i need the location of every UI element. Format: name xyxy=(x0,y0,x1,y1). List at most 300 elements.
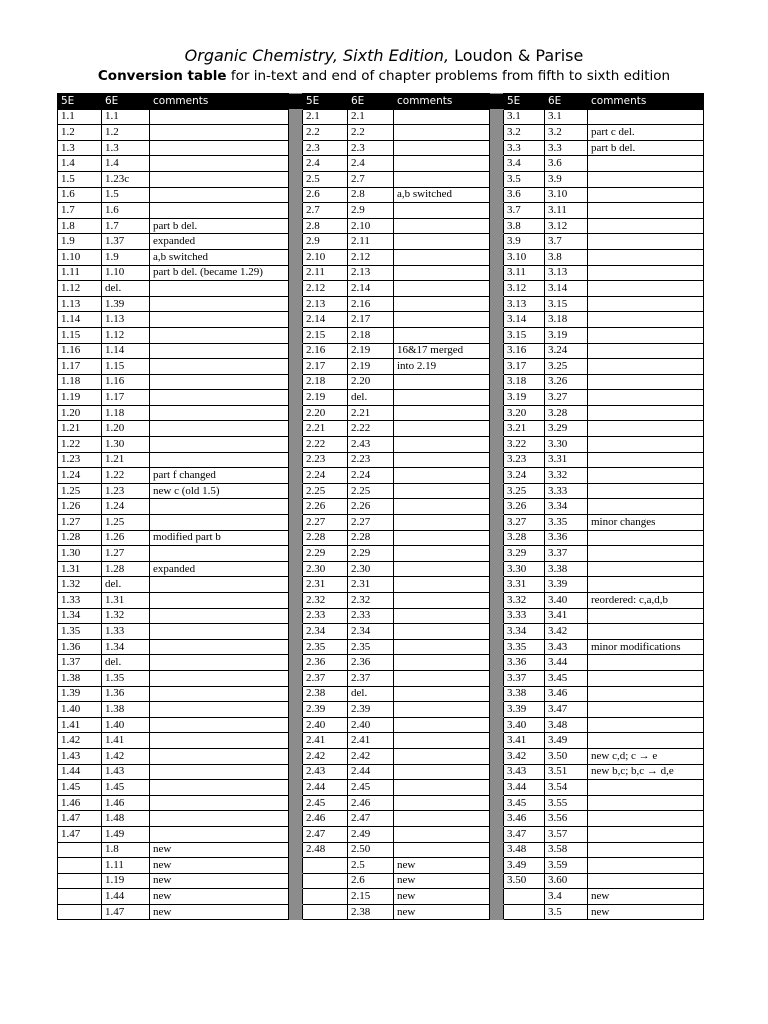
table-row xyxy=(58,811,704,827)
fifth-edition-cell: 3.1 xyxy=(504,109,545,125)
table-row xyxy=(58,670,704,686)
sixth-edition-cell: 2.34 xyxy=(348,624,394,640)
fifth-edition-cell: 2.33 xyxy=(303,608,348,624)
fifth-edition-cell: 1.21 xyxy=(58,421,102,437)
fifth-edition-cell: 3.44 xyxy=(504,780,545,796)
comment-cell: a,b switched xyxy=(394,187,490,203)
fifth-edition-cell xyxy=(303,873,348,889)
column-separator xyxy=(289,515,303,531)
fifth-edition-cell: 3.49 xyxy=(504,858,545,874)
sixth-edition-cell: 2.24 xyxy=(348,468,394,484)
fifth-edition-cell: 3.36 xyxy=(504,655,545,671)
fifth-edition-cell: 1.11 xyxy=(58,265,102,281)
fifth-edition-cell: 2.23 xyxy=(303,452,348,468)
sixth-edition-cell: 2.15 xyxy=(348,889,394,905)
column-separator xyxy=(490,499,504,515)
comment-cell xyxy=(588,327,704,343)
column-separator xyxy=(490,748,504,764)
column-separator xyxy=(289,702,303,718)
column-separator xyxy=(490,639,504,655)
fifth-edition-cell: 3.37 xyxy=(504,670,545,686)
sixth-edition-cell: 2.49 xyxy=(348,826,394,842)
sixth-edition-cell: 2.45 xyxy=(348,780,394,796)
comment-cell xyxy=(150,593,289,609)
sixth-edition-cell: 2.35 xyxy=(348,639,394,655)
fifth-edition-cell xyxy=(504,904,545,920)
table-row xyxy=(58,608,704,624)
fifth-edition-cell: 2.26 xyxy=(303,499,348,515)
comment-cell xyxy=(588,686,704,702)
fifth-edition-cell: 3.48 xyxy=(504,842,545,858)
table-row xyxy=(58,826,704,842)
fifth-edition-cell: 2.30 xyxy=(303,561,348,577)
column-separator xyxy=(289,577,303,593)
comment-cell xyxy=(588,795,704,811)
fifth-edition-cell: 3.9 xyxy=(504,234,545,250)
comment-cell xyxy=(394,639,490,655)
fifth-edition-cell: 1.6 xyxy=(58,187,102,203)
comment-cell xyxy=(394,686,490,702)
column-separator xyxy=(289,748,303,764)
sixth-edition-cell: 1.21 xyxy=(102,452,150,468)
sixth-edition-cell: 3.46 xyxy=(545,686,588,702)
fifth-edition-cell: 2.21 xyxy=(303,421,348,437)
title-rest: Loudon & Parise xyxy=(449,46,584,65)
fifth-edition-cell: 3.33 xyxy=(504,608,545,624)
column-separator xyxy=(289,249,303,265)
table-row xyxy=(58,452,704,468)
comment-cell xyxy=(394,156,490,172)
sixth-edition-cell: 3.9 xyxy=(545,171,588,187)
sixth-edition-cell: 3.13 xyxy=(545,265,588,281)
comment-cell xyxy=(588,234,704,250)
column-separator xyxy=(490,608,504,624)
fifth-edition-cell: 1.43 xyxy=(58,748,102,764)
fifth-edition-cell: 2.14 xyxy=(303,312,348,328)
comment-cell xyxy=(588,281,704,297)
table-row xyxy=(58,904,704,920)
fifth-edition-cell: 2.19 xyxy=(303,390,348,406)
column-separator xyxy=(490,421,504,437)
column-separator xyxy=(490,826,504,842)
comment-cell xyxy=(394,702,490,718)
comment-cell xyxy=(394,171,490,187)
comment-cell: new xyxy=(150,889,289,905)
column-separator xyxy=(490,546,504,562)
comment-cell xyxy=(588,577,704,593)
sixth-edition-cell: 3.37 xyxy=(545,546,588,562)
fifth-edition-cell: 1.27 xyxy=(58,515,102,531)
sixth-edition-cell: 3.3 xyxy=(545,140,588,156)
table-row xyxy=(58,343,704,359)
comment-cell xyxy=(394,281,490,297)
fifth-edition-cell: 1.20 xyxy=(58,405,102,421)
fifth-edition-cell: 2.39 xyxy=(303,702,348,718)
comment-cell xyxy=(394,826,490,842)
sixth-edition-cell: 3.56 xyxy=(545,811,588,827)
sixth-edition-cell: 2.43 xyxy=(348,437,394,453)
table-row xyxy=(58,171,704,187)
column-header: 5E xyxy=(58,94,102,110)
comment-cell: new xyxy=(150,873,289,889)
column-separator xyxy=(289,670,303,686)
table-row xyxy=(58,125,704,141)
column-separator xyxy=(490,374,504,390)
comment-cell xyxy=(150,826,289,842)
fifth-edition-cell: 1.40 xyxy=(58,702,102,718)
comment-cell: into 2.19 xyxy=(394,359,490,375)
fifth-edition-cell: 3.24 xyxy=(504,468,545,484)
fifth-edition-cell: 3.10 xyxy=(504,249,545,265)
column-separator xyxy=(289,421,303,437)
comment-cell xyxy=(150,780,289,796)
sixth-edition-cell: 3.43 xyxy=(545,639,588,655)
fifth-edition-cell: 1.19 xyxy=(58,390,102,406)
sixth-edition-cell: 2.2 xyxy=(348,125,394,141)
fifth-edition-cell: 3.7 xyxy=(504,203,545,219)
sixth-edition-cell: 2.32 xyxy=(348,593,394,609)
table-row xyxy=(58,686,704,702)
column-separator xyxy=(289,795,303,811)
comment-cell xyxy=(150,327,289,343)
comment-cell xyxy=(394,811,490,827)
comment-cell: minor changes xyxy=(588,515,704,531)
comment-cell xyxy=(588,468,704,484)
sixth-edition-cell: 2.19 xyxy=(348,359,394,375)
sixth-edition-cell: 3.25 xyxy=(545,359,588,375)
fifth-edition-cell: 1.47 xyxy=(58,811,102,827)
comment-cell xyxy=(588,156,704,172)
sixth-edition-cell: 3.40 xyxy=(545,593,588,609)
comment-cell xyxy=(394,748,490,764)
sixth-edition-cell: 1.45 xyxy=(102,780,150,796)
sixth-edition-cell: 3.27 xyxy=(545,390,588,406)
sixth-edition-cell: 1.22 xyxy=(102,468,150,484)
comment-cell xyxy=(588,437,704,453)
comment-cell xyxy=(394,499,490,515)
comment-cell: expanded xyxy=(150,561,289,577)
fifth-edition-cell: 3.43 xyxy=(504,764,545,780)
fifth-edition-cell: 3.34 xyxy=(504,624,545,640)
comment-cell xyxy=(150,608,289,624)
conversion-table xyxy=(57,93,704,920)
fifth-edition-cell: 1.44 xyxy=(58,764,102,780)
column-separator xyxy=(289,499,303,515)
column-separator xyxy=(289,717,303,733)
fifth-edition-cell: 3.35 xyxy=(504,639,545,655)
sixth-edition-cell: 1.25 xyxy=(102,515,150,531)
column-separator xyxy=(289,858,303,874)
table-row xyxy=(58,374,704,390)
sixth-edition-cell: 3.33 xyxy=(545,483,588,499)
comment-cell xyxy=(150,624,289,640)
sixth-edition-cell: del. xyxy=(348,390,394,406)
column-separator xyxy=(289,343,303,359)
fifth-edition-cell: 1.41 xyxy=(58,717,102,733)
fifth-edition-cell xyxy=(504,889,545,905)
sixth-edition-cell: 3.28 xyxy=(545,405,588,421)
fifth-edition-cell: 2.15 xyxy=(303,327,348,343)
fifth-edition-cell: 3.47 xyxy=(504,826,545,842)
comment-cell xyxy=(588,499,704,515)
column-separator xyxy=(490,234,504,250)
sixth-edition-cell: 2.6 xyxy=(348,873,394,889)
comment-cell xyxy=(394,655,490,671)
comment-cell: 16&17 merged xyxy=(394,343,490,359)
table-row xyxy=(58,702,704,718)
sixth-edition-cell: 3.48 xyxy=(545,717,588,733)
column-separator xyxy=(289,561,303,577)
sixth-edition-cell: 1.7 xyxy=(102,218,150,234)
fifth-edition-cell: 1.24 xyxy=(58,468,102,484)
fifth-edition-cell: 3.39 xyxy=(504,702,545,718)
column-separator xyxy=(289,390,303,406)
column-separator xyxy=(490,561,504,577)
sixth-edition-cell: 1.18 xyxy=(102,405,150,421)
comment-cell xyxy=(150,499,289,515)
comment-cell: new xyxy=(588,904,704,920)
fifth-edition-cell: 2.3 xyxy=(303,140,348,156)
sixth-edition-cell: 2.38 xyxy=(348,904,394,920)
sixth-edition-cell: 1.19 xyxy=(102,873,150,889)
sixth-edition-cell: 3.1 xyxy=(545,109,588,125)
comment-cell xyxy=(394,795,490,811)
comment-cell xyxy=(588,561,704,577)
sixth-edition-cell: 1.30 xyxy=(102,437,150,453)
fifth-edition-cell: 3.16 xyxy=(504,343,545,359)
comment-cell xyxy=(150,639,289,655)
sixth-edition-cell: 2.10 xyxy=(348,218,394,234)
fifth-edition-cell: 3.28 xyxy=(504,530,545,546)
sixth-edition-cell: 1.6 xyxy=(102,203,150,219)
fifth-edition-cell: 1.16 xyxy=(58,343,102,359)
fifth-edition-cell: 3.12 xyxy=(504,281,545,297)
fifth-edition-cell: 3.11 xyxy=(504,265,545,281)
column-separator xyxy=(289,873,303,889)
comment-cell xyxy=(394,842,490,858)
table-row xyxy=(58,780,704,796)
sixth-edition-cell: 1.49 xyxy=(102,826,150,842)
comment-cell xyxy=(394,218,490,234)
column-separator xyxy=(289,624,303,640)
sixth-edition-cell: 2.36 xyxy=(348,655,394,671)
table-row xyxy=(58,390,704,406)
column-separator xyxy=(289,327,303,343)
conversion-table-container xyxy=(57,93,704,920)
table-row xyxy=(58,156,704,172)
sixth-edition-cell: 1.17 xyxy=(102,390,150,406)
column-separator xyxy=(289,265,303,281)
fifth-edition-cell xyxy=(58,873,102,889)
sixth-edition-cell: 2.44 xyxy=(348,764,394,780)
comment-cell xyxy=(588,171,704,187)
comment-cell xyxy=(150,281,289,297)
fifth-edition-cell: 1.45 xyxy=(58,780,102,796)
column-separator xyxy=(490,125,504,141)
table-row xyxy=(58,109,704,125)
sixth-edition-cell: 1.23c xyxy=(102,171,150,187)
sixth-edition-cell: 3.59 xyxy=(545,858,588,874)
sixth-edition-cell: 1.1 xyxy=(102,109,150,125)
table-row xyxy=(58,312,704,328)
comment-cell xyxy=(588,296,704,312)
sixth-edition-cell: 2.9 xyxy=(348,203,394,219)
column-separator xyxy=(490,515,504,531)
sixth-edition-cell: 2.21 xyxy=(348,405,394,421)
sixth-edition-cell: 2.12 xyxy=(348,249,394,265)
column-separator xyxy=(289,655,303,671)
column-separator xyxy=(289,468,303,484)
fifth-edition-cell: 2.36 xyxy=(303,655,348,671)
sixth-edition-cell: 3.39 xyxy=(545,577,588,593)
column-separator xyxy=(289,530,303,546)
table-row xyxy=(58,764,704,780)
comment-cell: new xyxy=(150,858,289,874)
column-separator xyxy=(289,359,303,375)
comment-cell xyxy=(394,483,490,499)
fifth-edition-cell: 2.16 xyxy=(303,343,348,359)
comment-cell xyxy=(394,405,490,421)
comment-cell: new xyxy=(394,904,490,920)
table-row xyxy=(58,499,704,515)
fifth-edition-cell: 1.36 xyxy=(58,639,102,655)
comment-cell xyxy=(394,515,490,531)
sixth-edition-cell: 2.20 xyxy=(348,374,394,390)
column-separator xyxy=(490,187,504,203)
sixth-edition-cell: 1.48 xyxy=(102,811,150,827)
table-row xyxy=(58,577,704,593)
column-separator xyxy=(289,780,303,796)
document-subtitle xyxy=(0,67,768,85)
column-header: comments xyxy=(150,94,289,110)
sixth-edition-cell: 3.15 xyxy=(545,296,588,312)
table-row xyxy=(58,437,704,453)
sixth-edition-cell: 1.15 xyxy=(102,359,150,375)
sixth-edition-cell: 2.41 xyxy=(348,733,394,749)
fifth-edition-cell: 3.8 xyxy=(504,218,545,234)
column-separator xyxy=(289,296,303,312)
column-separator xyxy=(490,405,504,421)
comment-cell: expanded xyxy=(150,234,289,250)
column-separator xyxy=(490,483,504,499)
sixth-edition-cell: 2.47 xyxy=(348,811,394,827)
fifth-edition-cell: 1.13 xyxy=(58,296,102,312)
sixth-edition-cell: 2.13 xyxy=(348,265,394,281)
fifth-edition-cell: 3.50 xyxy=(504,873,545,889)
sixth-edition-cell: 1.38 xyxy=(102,702,150,718)
fifth-edition-cell: 3.6 xyxy=(504,187,545,203)
fifth-edition-cell: 3.41 xyxy=(504,733,545,749)
fifth-edition-cell: 3.21 xyxy=(504,421,545,437)
table-row xyxy=(58,795,704,811)
comment-cell xyxy=(150,421,289,437)
column-separator xyxy=(490,359,504,375)
fifth-edition-cell: 3.46 xyxy=(504,811,545,827)
fifth-edition-cell xyxy=(58,842,102,858)
column-separator xyxy=(289,312,303,328)
comment-cell xyxy=(588,203,704,219)
comment-cell xyxy=(150,140,289,156)
comment-cell xyxy=(150,795,289,811)
fifth-edition-cell: 2.41 xyxy=(303,733,348,749)
comment-cell xyxy=(394,530,490,546)
sixth-edition-cell: 1.36 xyxy=(102,686,150,702)
fifth-edition-cell: 2.32 xyxy=(303,593,348,609)
column-separator xyxy=(490,281,504,297)
fifth-edition-cell: 1.38 xyxy=(58,670,102,686)
table-row xyxy=(58,265,704,281)
fifth-edition-cell: 1.2 xyxy=(58,125,102,141)
title-italic: Organic Chemistry, Sixth Edition, xyxy=(184,46,450,65)
fifth-edition-cell: 1.31 xyxy=(58,561,102,577)
fifth-edition-cell: 3.20 xyxy=(504,405,545,421)
fifth-edition-cell: 3.27 xyxy=(504,515,545,531)
column-separator xyxy=(289,140,303,156)
column-separator xyxy=(289,405,303,421)
sixth-edition-cell: 2.27 xyxy=(348,515,394,531)
fifth-edition-cell: 3.31 xyxy=(504,577,545,593)
column-header: 5E xyxy=(303,94,348,110)
fifth-edition-cell: 2.34 xyxy=(303,624,348,640)
fifth-edition-cell xyxy=(58,889,102,905)
sixth-edition-cell: 2.5 xyxy=(348,858,394,874)
comment-cell xyxy=(150,343,289,359)
sixth-edition-cell: 1.23 xyxy=(102,483,150,499)
fifth-edition-cell: 1.3 xyxy=(58,140,102,156)
comment-cell xyxy=(150,171,289,187)
sixth-edition-cell: 3.34 xyxy=(545,499,588,515)
table-row xyxy=(58,281,704,297)
comment-cell xyxy=(394,452,490,468)
column-separator xyxy=(490,171,504,187)
comment-cell: part f changed xyxy=(150,468,289,484)
comment-cell xyxy=(150,670,289,686)
fifth-edition-cell: 2.45 xyxy=(303,795,348,811)
comment-cell xyxy=(150,405,289,421)
fifth-edition-cell: 2.11 xyxy=(303,265,348,281)
document-title xyxy=(0,46,768,66)
sixth-edition-cell: 3.55 xyxy=(545,795,588,811)
table-row xyxy=(58,873,704,889)
sixth-edition-cell: 1.14 xyxy=(102,343,150,359)
fifth-edition-cell: 2.17 xyxy=(303,359,348,375)
column-separator xyxy=(490,327,504,343)
column-separator xyxy=(289,234,303,250)
comment-cell xyxy=(588,842,704,858)
column-separator xyxy=(490,655,504,671)
comment-cell xyxy=(150,125,289,141)
fifth-edition-cell: 2.2 xyxy=(303,125,348,141)
column-separator xyxy=(289,608,303,624)
comment-cell xyxy=(394,780,490,796)
column-separator xyxy=(289,593,303,609)
comment-cell xyxy=(150,577,289,593)
fifth-edition-cell: 2.29 xyxy=(303,546,348,562)
comment-cell xyxy=(588,483,704,499)
sixth-edition-cell: 3.42 xyxy=(545,624,588,640)
comment-cell xyxy=(150,546,289,562)
comment-cell xyxy=(394,608,490,624)
subtitle-bold: Conversion table xyxy=(97,68,227,84)
sixth-edition-cell: del. xyxy=(102,577,150,593)
sixth-edition-cell: 1.8 xyxy=(102,842,150,858)
sixth-edition-cell: 2.40 xyxy=(348,717,394,733)
fifth-edition-cell: 3.18 xyxy=(504,374,545,390)
fifth-edition-cell: 2.27 xyxy=(303,515,348,531)
column-separator xyxy=(490,265,504,281)
table-row xyxy=(58,748,704,764)
fifth-edition-cell: 3.19 xyxy=(504,390,545,406)
